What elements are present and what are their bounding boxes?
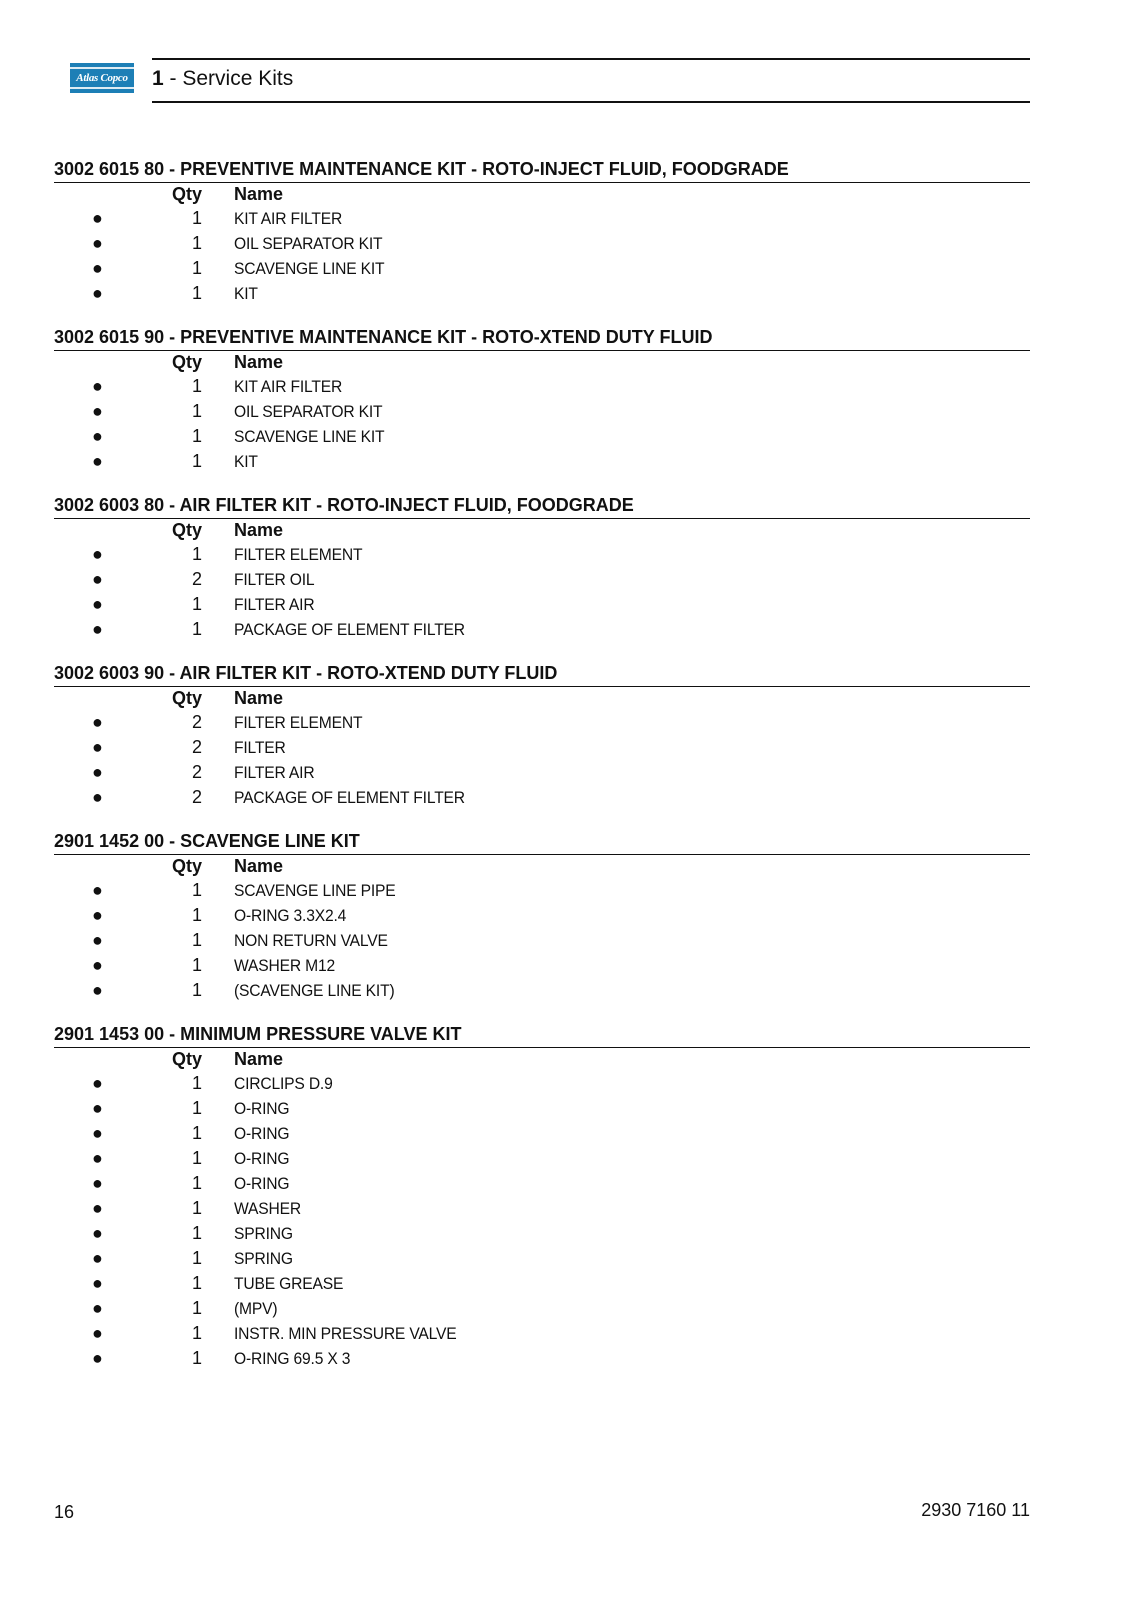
name-header: Name [234, 520, 284, 540]
section-title [152, 67, 293, 91]
bullet-icon: ● [92, 762, 103, 782]
list-item [54, 710, 1030, 735]
bullet-icon: ● [92, 1248, 103, 1268]
item-qty: 2 [191, 762, 202, 782]
bullet-icon: ● [92, 1348, 103, 1368]
kit-section [54, 1023, 1030, 1371]
kit-section [54, 494, 1030, 642]
bullet-icon: ● [92, 426, 103, 446]
item-qty: 1 [191, 1323, 202, 1343]
item-name: OIL SEPARATOR KIT [234, 233, 383, 253]
bullet-icon: ● [92, 258, 103, 278]
item-qty: 1 [191, 1073, 202, 1093]
bullet-icon: ● [92, 1123, 103, 1143]
bullet-icon: ● [92, 401, 103, 421]
qty-header: Qty [171, 856, 202, 876]
item-name: PACKAGE OF ELEMENT FILTER [234, 619, 465, 639]
bullet-icon: ● [92, 1148, 103, 1168]
list-item [54, 542, 1030, 567]
kit-section [54, 326, 1030, 474]
item-qty: 1 [191, 426, 202, 446]
list-item [54, 374, 1030, 399]
item-qty: 1 [191, 1173, 202, 1193]
item-name: FILTER AIR [234, 762, 315, 782]
item-name: OIL SEPARATOR KIT [234, 401, 383, 421]
kit-section [54, 830, 1030, 1003]
list-item [54, 760, 1030, 785]
kit-title: 2901 1453 00 - MINIMUM PRESSURE VALVE KIT [54, 1023, 1030, 1048]
bullet-icon: ● [92, 233, 103, 253]
item-qty: 1 [191, 1273, 202, 1293]
column-headers [54, 183, 1030, 206]
list-item [54, 617, 1030, 642]
qty-header: Qty [171, 1049, 202, 1069]
item-qty: 2 [191, 712, 202, 732]
list-item [54, 1271, 1030, 1296]
bullet-icon: ● [92, 1173, 103, 1193]
list-item [54, 1246, 1030, 1271]
kit-title: 3002 6015 90 - PREVENTIVE MAINTENANCE KIT - ROTO-XTEND DUTY FLUID [54, 326, 1030, 351]
item-qty: 1 [191, 1298, 202, 1318]
item-qty: 1 [191, 283, 202, 303]
list-item [54, 1196, 1030, 1221]
item-qty: 1 [191, 930, 202, 950]
kit-title: 3002 6003 90 - AIR FILTER KIT - ROTO-XTEND DUTY FLUID [54, 662, 1030, 687]
item-name: FILTER AIR [234, 594, 315, 614]
item-qty: 1 [191, 619, 202, 639]
list-item [54, 928, 1030, 953]
item-qty: 1 [191, 401, 202, 421]
item-name: (MPV) [234, 1298, 278, 1318]
bullet-icon: ● [92, 208, 103, 228]
list-item [54, 1221, 1030, 1246]
item-qty: 1 [191, 451, 202, 471]
bullet-icon: ● [92, 619, 103, 639]
item-qty: 1 [191, 1148, 202, 1168]
name-header: Name [234, 856, 284, 876]
list-item [54, 206, 1030, 231]
bullet-icon: ● [92, 1098, 103, 1118]
item-qty: 1 [191, 208, 202, 228]
item-name: FILTER ELEMENT [234, 544, 363, 564]
section-title-text: - Service Kits [163, 67, 294, 90]
list-item [54, 281, 1030, 306]
item-name: PACKAGE OF ELEMENT FILTER [234, 787, 465, 807]
page-number: 16 [54, 1502, 75, 1522]
item-name: SCAVENGE LINE KIT [234, 258, 385, 278]
item-name: CIRCLIPS D.9 [234, 1073, 333, 1093]
item-name: FILTER [234, 737, 286, 757]
list-item [54, 1071, 1030, 1096]
bullet-icon: ● [92, 737, 103, 757]
kit-section [54, 662, 1030, 810]
bullet-icon: ● [92, 980, 103, 1000]
item-name: SCAVENGE LINE PIPE [234, 880, 396, 900]
list-item [54, 1171, 1030, 1196]
qty-header: Qty [171, 352, 202, 372]
item-qty: 1 [191, 258, 202, 278]
list-item [54, 1096, 1030, 1121]
bullet-icon: ● [92, 376, 103, 396]
item-qty: 1 [191, 1223, 202, 1243]
item-name: O-RING 69.5 X 3 [234, 1348, 351, 1368]
list-item [54, 567, 1030, 592]
bullet-icon: ● [92, 1298, 103, 1318]
item-name: O-RING 3.3X2.4 [234, 905, 347, 925]
name-header: Name [234, 688, 284, 708]
item-qty: 1 [191, 880, 202, 900]
item-name: WASHER M12 [234, 955, 335, 975]
list-item [54, 449, 1030, 474]
kit-section [54, 158, 1030, 306]
name-header: Name [234, 184, 284, 204]
bullet-icon: ● [92, 594, 103, 614]
bullet-icon: ● [92, 1273, 103, 1293]
list-item [54, 1146, 1030, 1171]
item-name: NON RETURN VALVE [234, 930, 388, 950]
list-item [54, 231, 1030, 256]
bullet-icon: ● [92, 451, 103, 471]
bullet-icon: ● [92, 712, 103, 732]
item-qty: 1 [191, 905, 202, 925]
list-item [54, 785, 1030, 810]
list-item [54, 878, 1030, 903]
item-name: KIT AIR FILTER [234, 208, 343, 228]
page-header [70, 58, 1030, 103]
item-qty: 1 [191, 233, 202, 253]
logo-text: Atlas Copco [76, 72, 128, 84]
list-item [54, 399, 1030, 424]
item-name: O-RING [234, 1173, 290, 1193]
bullet-icon: ● [92, 544, 103, 564]
column-headers [54, 687, 1030, 710]
item-name: O-RING [234, 1123, 290, 1143]
column-headers [54, 351, 1030, 374]
section-header-box [152, 58, 1030, 103]
item-name: KIT [234, 451, 258, 471]
item-name: KIT [234, 283, 258, 303]
kit-title: 3002 6015 80 - PREVENTIVE MAINTENANCE KIT - ROTO-INJECT FLUID, FOODGRADE [54, 158, 1030, 183]
column-headers [54, 855, 1030, 878]
item-qty: 1 [191, 1248, 202, 1268]
bullet-icon: ● [92, 905, 103, 925]
item-qty: 1 [191, 955, 202, 975]
bullet-icon: ● [92, 930, 103, 950]
item-name: KIT AIR FILTER [234, 376, 343, 396]
item-qty: 1 [191, 980, 202, 1000]
atlas-copco-logo [70, 63, 134, 93]
qty-header: Qty [171, 688, 202, 708]
list-item [54, 953, 1030, 978]
bullet-icon: ● [92, 1323, 103, 1343]
name-header: Name [234, 1049, 284, 1069]
document-number: 2930 7160 11 [921, 1500, 1030, 1520]
bullet-icon: ● [92, 955, 103, 975]
list-item [54, 1346, 1030, 1371]
name-header: Name [234, 352, 284, 372]
item-name: SPRING [234, 1223, 293, 1243]
item-qty: 1 [191, 1123, 202, 1143]
item-qty: 1 [191, 544, 202, 564]
list-item [54, 424, 1030, 449]
bullet-icon: ● [92, 1198, 103, 1218]
item-qty: 1 [191, 1348, 202, 1368]
item-qty: 2 [191, 787, 202, 807]
item-name: O-RING [234, 1148, 290, 1168]
bullet-icon: ● [92, 880, 103, 900]
item-name: O-RING [234, 1098, 290, 1118]
item-name: INSTR. MIN PRESSURE VALVE [234, 1323, 457, 1343]
item-name: SPRING [234, 1248, 293, 1268]
bullet-icon: ● [92, 1223, 103, 1243]
list-item [54, 1321, 1030, 1346]
item-qty: 1 [191, 594, 202, 614]
bullet-icon: ● [92, 1073, 103, 1093]
kits-list [54, 158, 1030, 1391]
item-qty: 2 [191, 569, 202, 589]
kit-title: 3002 6003 80 - AIR FILTER KIT - ROTO-INJECT FLUID, FOODGRADE [54, 494, 1030, 519]
qty-header: Qty [171, 184, 202, 204]
item-name: WASHER [234, 1198, 301, 1218]
qty-header: Qty [171, 520, 202, 540]
bullet-icon: ● [92, 787, 103, 807]
section-number: 1 [152, 67, 164, 90]
kit-title: 2901 1452 00 - SCAVENGE LINE KIT [54, 830, 1030, 855]
bullet-icon: ● [92, 283, 103, 303]
list-item [54, 903, 1030, 928]
item-qty: 2 [191, 737, 202, 757]
item-name: TUBE GREASE [234, 1273, 344, 1293]
list-item [54, 1296, 1030, 1321]
item-name: SCAVENGE LINE KIT [234, 426, 385, 446]
item-name: FILTER ELEMENT [234, 712, 363, 732]
item-qty: 1 [191, 376, 202, 396]
column-headers [54, 519, 1030, 542]
list-item [54, 978, 1030, 1003]
list-item [54, 1121, 1030, 1146]
item-qty: 1 [191, 1098, 202, 1118]
item-name: (SCAVENGE LINE KIT) [234, 980, 395, 1000]
list-item [54, 592, 1030, 617]
column-headers [54, 1048, 1030, 1071]
item-name: FILTER OIL [234, 569, 315, 589]
bullet-icon: ● [92, 569, 103, 589]
list-item [54, 735, 1030, 760]
list-item [54, 256, 1030, 281]
item-qty: 1 [191, 1198, 202, 1218]
